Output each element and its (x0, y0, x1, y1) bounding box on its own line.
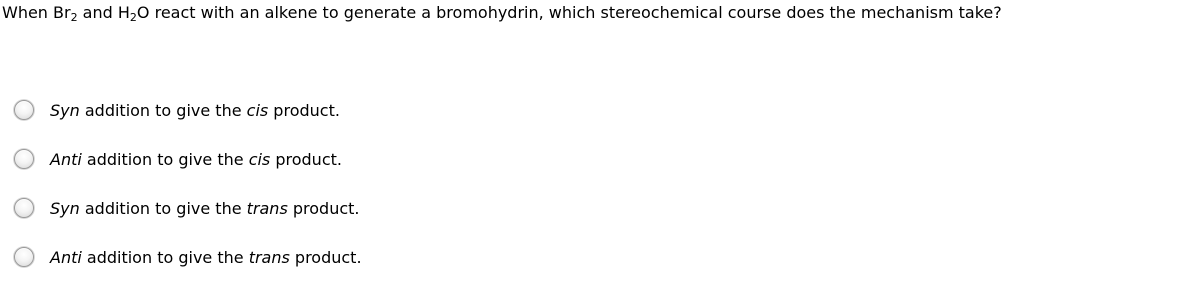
option-2-mid: addition to give the (81, 150, 249, 169)
option-2-tail: product. (270, 150, 342, 169)
option-3-mid: addition to give the (79, 199, 247, 218)
question-subscript-1: 2 (70, 11, 78, 24)
question-text (2, 2, 1002, 24)
radio-button-4[interactable] (14, 247, 34, 267)
option-2-lead: Anti (50, 150, 82, 169)
question-part-3: O react with an alkene to generate a bromohydrin, which stereochemical course does the mechanism take? (136, 3, 1002, 22)
option-3-lead: Syn (50, 199, 80, 218)
question-subscript-2: 2 (129, 11, 137, 24)
answer-option-3-text (50, 198, 360, 220)
question-part-2: and H (77, 3, 130, 22)
radio-button-2[interactable] (14, 149, 34, 169)
radio-button-1[interactable] (14, 100, 34, 120)
answer-option-1[interactable] (0, 96, 700, 126)
option-1-lead: Syn (50, 101, 80, 120)
answer-option-1-text (50, 100, 340, 122)
answer-option-4[interactable] (0, 243, 700, 273)
option-1-mid: addition to give the (79, 101, 247, 120)
option-4-lead: Anti (50, 248, 82, 267)
answer-option-3[interactable] (0, 194, 700, 224)
option-4-mid: addition to give the (81, 248, 249, 267)
answer-option-2-text (50, 149, 342, 171)
option-4-tail: product. (289, 248, 362, 267)
option-1-tail: product. (268, 101, 340, 120)
answer-option-2[interactable] (0, 145, 700, 175)
option-2-term: cis (248, 150, 271, 169)
option-4-term: trans (248, 248, 290, 267)
option-1-term: cis (246, 101, 269, 120)
question-part-1: When Br (2, 3, 71, 22)
option-3-tail: product. (287, 199, 360, 218)
answer-option-4-text (50, 247, 362, 269)
radio-button-3[interactable] (14, 198, 34, 218)
option-3-term: trans (246, 199, 288, 218)
